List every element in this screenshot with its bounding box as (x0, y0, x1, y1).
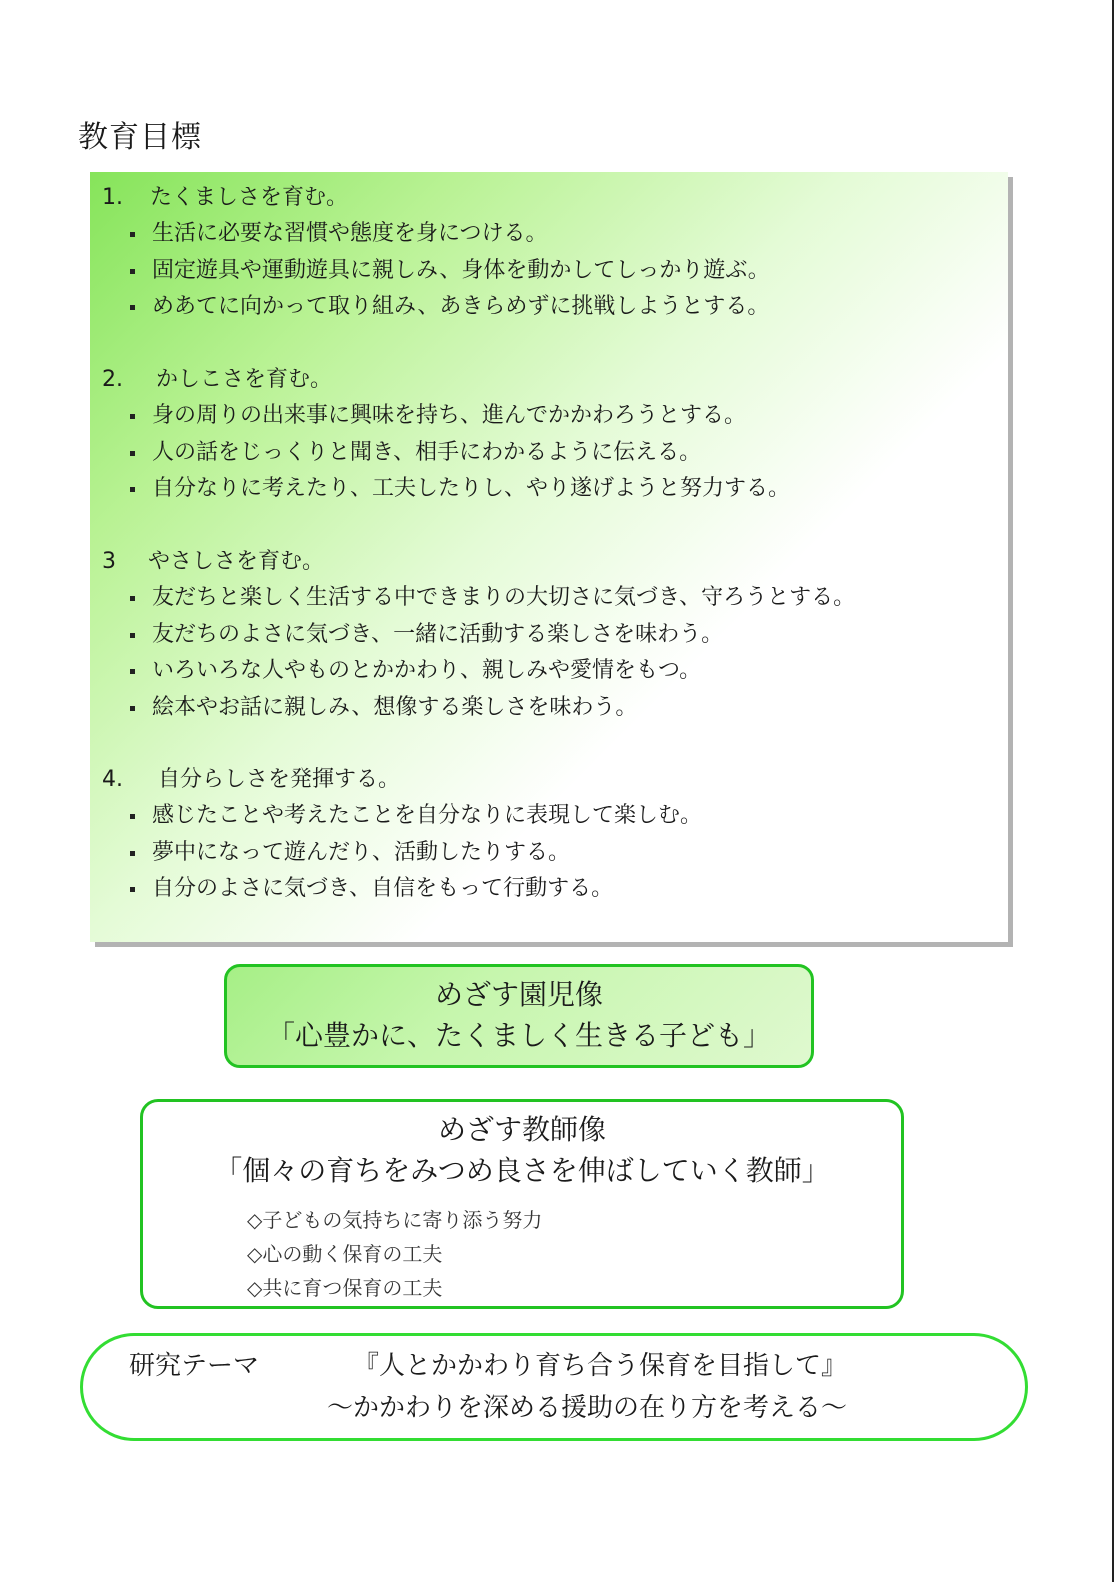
goal-heading (102, 544, 855, 580)
goal-items (102, 580, 855, 726)
goal-item: 身の周りの出来事に興味を持ち、進んでかかわろうとする。 (102, 398, 790, 435)
goal-heading-text: たくましさを育む。 (150, 185, 349, 210)
goal-group-2 (102, 362, 790, 508)
ideal-teacher-points (247, 1203, 542, 1305)
goal-item: めあてに向かって取り組み、あきらめずに挑戦しようとする。 (102, 289, 770, 326)
goal-item: 友だちのよさに気づき、一緒に活動する楽しさを味わう。 (102, 617, 855, 654)
research-theme-main: 『人とかかわり育ち合う保育を目指して』 (353, 1351, 848, 1381)
page-title: 教育目標 (78, 120, 202, 155)
teacher-point: ◇共に育つ保育の工夫 (247, 1276, 443, 1300)
goal-group-1 (102, 180, 770, 326)
teacher-point: ◇心の動く保育の工夫 (247, 1242, 443, 1266)
goal-item: 友だちと楽しく生活する中できまりの大切さに気づき、守ろうとする。 (102, 580, 855, 617)
goal-heading (102, 362, 790, 398)
goal-group-4 (102, 762, 702, 908)
page-right-border (1112, 0, 1114, 1582)
goal-item: 人の話をじっくりと聞き、相手にわかるように伝える。 (102, 435, 790, 472)
ideal-child-motto: 「心豊かに、たくましく生きる子ども」 (266, 1019, 771, 1052)
goal-heading-text: 自分らしさを発揮する。 (158, 767, 401, 792)
goal-items (102, 216, 770, 326)
goal-heading (102, 180, 770, 216)
ideal-teacher-box (140, 1099, 904, 1309)
goal-heading-text: かしこさを育む。 (156, 367, 333, 392)
goal-number: 3 (102, 549, 116, 574)
goal-item: 感じたことや考えたことを自分なりに表現して楽しむ。 (102, 798, 702, 835)
goal-item: 自分なりに考えたり、工夫したりし、やり遂げようと努力する。 (102, 471, 790, 508)
ideal-teacher-title: めざす教師像 (437, 1113, 606, 1146)
goal-items (102, 398, 790, 508)
education-goals-box (90, 172, 1008, 942)
goal-number: 2. (102, 367, 123, 392)
goal-item: 絵本やお話に親しみ、想像する楽しさを味わう。 (102, 690, 855, 727)
goal-items (102, 798, 702, 908)
ideal-child-title: めざす園児像 (434, 978, 603, 1011)
goal-item: 生活に必要な習慣や態度を身につける。 (102, 216, 770, 253)
goal-item: いろいろな人やものとかかわり、親しみや愛情をもつ。 (102, 653, 855, 690)
goal-item: 自分のよさに気づき、自信をもって行動する。 (102, 871, 702, 908)
teacher-point: ◇子どもの気持ちに寄り添う努力 (247, 1208, 543, 1232)
ideal-teacher-motto: 「個々の育ちをみつめ良さを伸ばしていく教師」 (214, 1154, 830, 1187)
goal-item: 固定遊具や運動遊具に親しみ、身体を動かしてしっかり遊ぶ。 (102, 253, 770, 290)
ideal-child-box (224, 964, 814, 1068)
goal-heading-text: やさしさを育む。 (148, 549, 325, 574)
research-theme-label: 研究テーマ (129, 1351, 260, 1381)
research-theme-sub: ～かかわりを深める援助の在り方を考える～ (327, 1393, 848, 1423)
goal-item: 夢中になって遊んだり、活動したりする。 (102, 835, 702, 872)
research-theme-box (80, 1333, 1028, 1441)
goal-group-3 (102, 544, 855, 726)
goal-number: 1. (102, 185, 123, 210)
goal-heading (102, 762, 702, 798)
goal-number: 4. (102, 767, 123, 792)
